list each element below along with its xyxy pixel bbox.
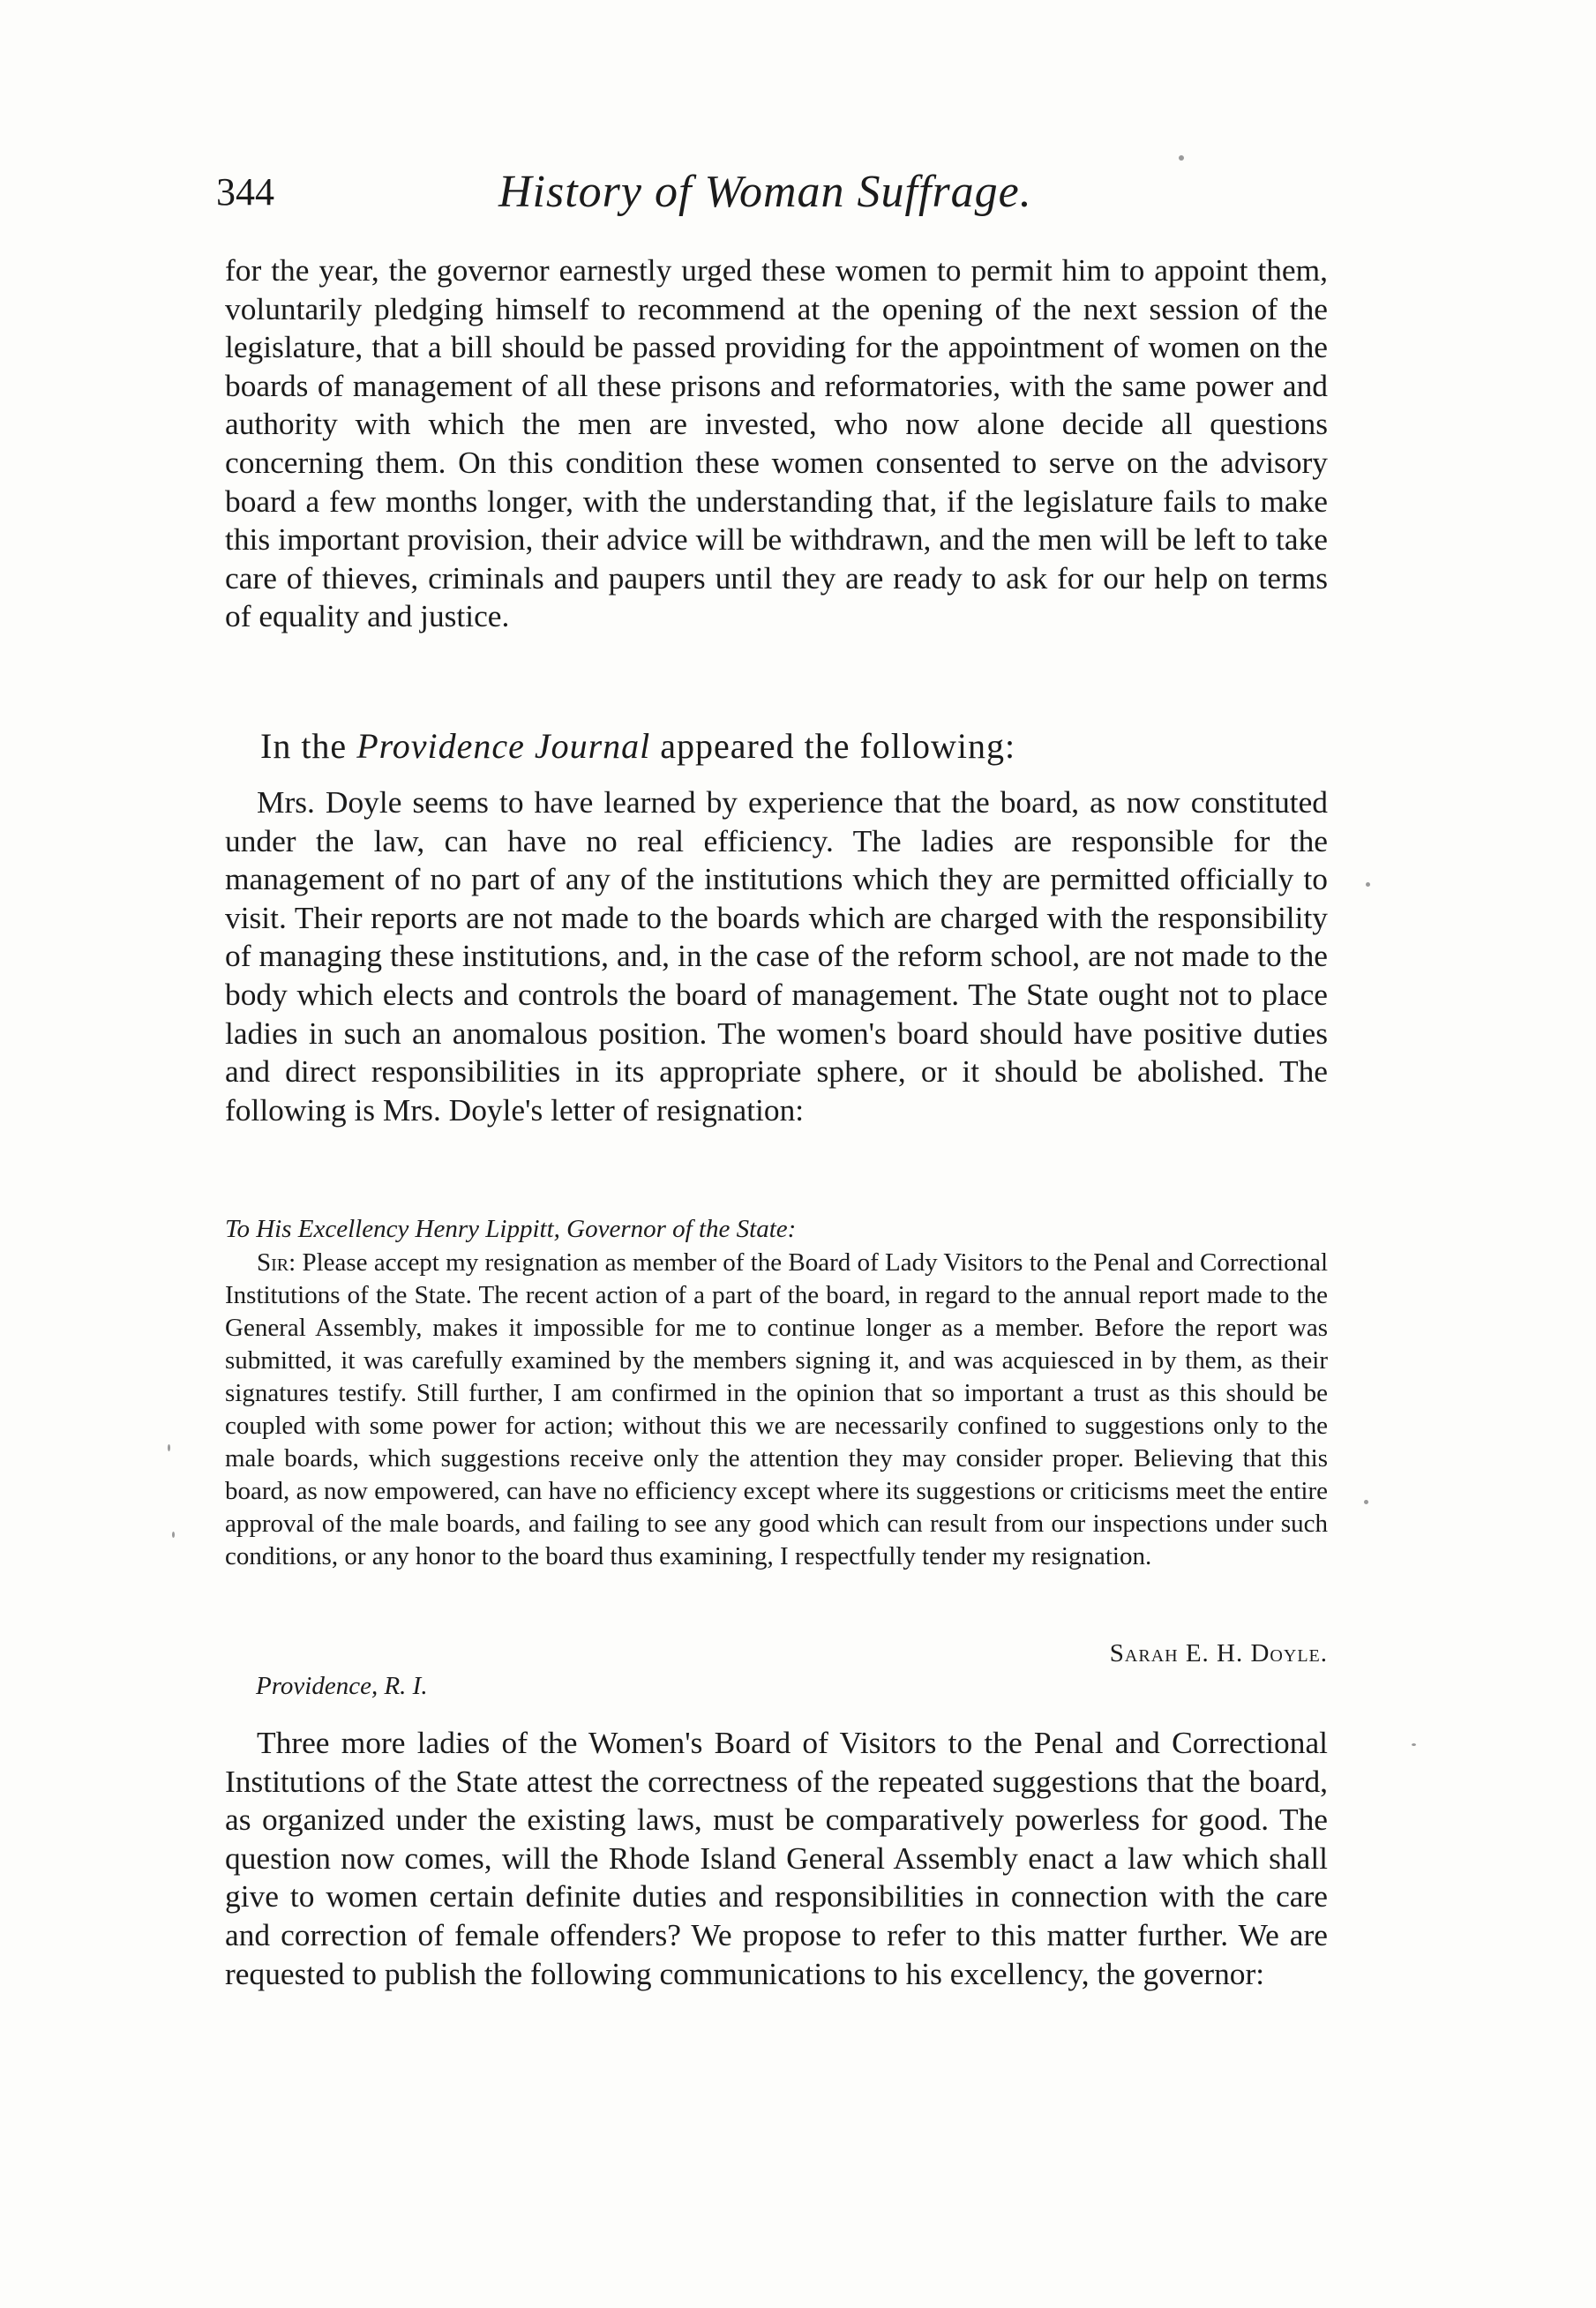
source-intro xyxy=(260,725,1328,768)
letter-signature: Sarah E. H. Doyle. xyxy=(1109,1639,1328,1667)
quoted-article xyxy=(225,783,1328,1129)
signature-line xyxy=(225,1637,1328,1670)
closing-paragraph xyxy=(225,1724,1328,1993)
scan-speck xyxy=(1179,155,1184,161)
intro-after: appeared the following: xyxy=(650,726,1016,766)
scan-speck xyxy=(1412,1743,1416,1746)
newspaper-title: Providence Journal xyxy=(356,726,651,766)
paragraph-2-text: Mrs. Doyle seems to have learned by experience that the board, as now constituted under the law, can have no real efficiency. The ladies are responsible for the management of no part of any of the institutions which they are permitted officially to visit. Their reports are not made to the boards which are charged with the responsibility of managing these institutions, and, in the case of the reform school, are not made to the body which elects and controls the board of management. The State ought not to place ladies in such an anomalous position. The women's board should have positive duties and direct responsibilities in its appropriate sphere, or it should be abolished. The following is Mrs. Doyle's letter of resignation: xyxy=(225,784,1328,1128)
scan-speck xyxy=(168,1444,170,1451)
letter-body xyxy=(225,1247,1328,1573)
running-title: History of Woman Suffrage. xyxy=(498,167,1032,217)
letter-sir: Sir: xyxy=(257,1248,296,1277)
resignation-letter xyxy=(225,1247,1328,1573)
intro-before: In the xyxy=(260,726,357,766)
letter-body-text: Please accept my resignation as member of the Board of Lady Visitors to the Penal and Correctional Institutions of the State. The recent action of a part of the board, in regard to the annual report made to the General Assembly, makes it impossible for me to continue longer as a member. Before the report was submitted, it was carefully examined by the members signing it, and was acquiesced in by them, as their signatures testify. Still further, I am confirmed in the opinion that so important a trust as this should be coupled with some power for action; without this we are necessarily confined to suggestions only to the male boards, which suggestions receive only the attention they may consider proper. Believing that this board, as now empowered, can have no efficiency except where its suggestions or criticisms meet the entire approval of the male boards, and failing to see any good which can result from our inspections under such conditions, or any honor to the board thus examining, I respectfully tender my resignation. xyxy=(225,1248,1329,1570)
paragraph-1-text: for the year, the governor earnestly urged these women to permit him to appoint them, voluntarily pledging himself to recommend at the opening of the next session of the legislature, that a bill should be passed providing for the appointment of women on the boards of management of all these prisons and reformatories, with the same power and authority with which the men are invested, who now alone decide all questions concerning them. On this condition these women consented to serve on the advisory board a few months longer, with the understanding that, if the legislature fails to make this important provision, their advice will be withdrawn, and the men will be left to take care of thieves, criminals and paupers until they are ready to ask for our help on terms of equality and justice. xyxy=(225,252,1328,634)
paragraph-continuation xyxy=(225,251,1328,636)
scan-speck xyxy=(1364,1500,1368,1504)
letter-salutation: To His Excellency Henry Lippitt, Governor of the State: xyxy=(225,1215,797,1243)
scan-speck xyxy=(1366,882,1370,887)
page-header xyxy=(216,159,1332,229)
letter-place: Providence, R. I. xyxy=(256,1672,428,1700)
paragraph-3-text: Three more ladies of the Women's Board of Visitors to the Penal and Correctional Institutions of the State attest the correctness of the repeated suggestions that the board, as organized under the existing laws, must be comparatively powerless for good. The question now comes, will the Rhode Island General Assembly enact a law which shall give to women certain definite duties and responsibilities in connection with the care and correction of female offenders? We propose to refer to this matter further. We are requested to publish the following communications to his excellency, the governor: xyxy=(225,1725,1328,1991)
scan-speck xyxy=(172,1532,175,1538)
page-number: 344 xyxy=(216,170,274,214)
